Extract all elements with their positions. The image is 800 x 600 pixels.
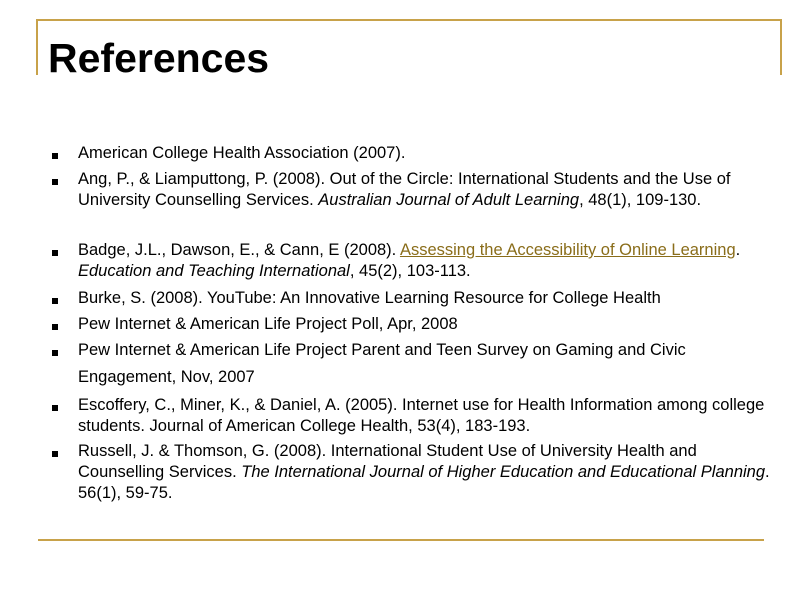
reference-item	[78, 288, 778, 309]
reference-link[interactable]: Assessing the Accessibility of Online Learning	[399, 241, 736, 259]
reference-text: Pew Internet & American Life Project Parent and Teen Survey on Gaming and Civic	[78, 341, 686, 359]
reference-text: American College Health Association (2007).	[78, 144, 406, 162]
reference-text: .	[735, 241, 741, 259]
reference-item	[78, 143, 778, 164]
journal-title: Education and Teaching International	[78, 262, 350, 280]
reference-text: Engagement, Nov, 2007	[78, 368, 255, 386]
right-rule	[780, 19, 782, 75]
bullet-icon	[52, 153, 58, 159]
reference-text: Badge, J.L., Dawson, E., & Cann, E (2008).	[78, 241, 400, 259]
left-rule	[36, 19, 38, 75]
reference-item	[78, 169, 778, 211]
bullet-icon	[52, 298, 58, 304]
reference-item	[78, 340, 778, 361]
bullet-icon	[52, 179, 58, 185]
reference-text: Escoffery, C., Miner, K., & Daniel, A. (2005). Internet use for Health Information among college students. Journal of American College Health, 53(4), 183-193.	[78, 396, 765, 435]
reference-text: Burke, S. (2008). YouTube: An Innovative Learning Resource for College Health	[78, 289, 661, 307]
reference-text: Russell, J. & Thomson, G. (2008). International Student Use of University Health and Counselling Services.	[78, 442, 697, 481]
reference-text: , 48(1), 109-130.	[579, 191, 702, 209]
reference-item	[78, 441, 778, 504]
reference-item	[78, 395, 778, 437]
reference-continuation	[78, 367, 778, 388]
reference-item	[78, 240, 778, 282]
bullet-icon	[52, 350, 58, 356]
top-rule	[36, 19, 782, 21]
reference-item	[78, 314, 778, 335]
reference-text: . 56(1), 59-75.	[78, 463, 770, 502]
journal-title: The International Journal of Higher Education and Educational Planning	[241, 463, 766, 481]
reference-text: , 45(2), 103-113.	[349, 262, 471, 280]
bottom-rule	[38, 539, 764, 541]
journal-title: Australian Journal of Adult Learning	[318, 191, 580, 209]
reference-text: Pew Internet & American Life Project Poll, Apr, 2008	[78, 315, 458, 333]
bullet-icon	[52, 324, 58, 330]
bullet-icon	[52, 451, 58, 457]
bullet-icon	[52, 250, 58, 256]
reference-text: Ang, P., & Liamputtong, P. (2008). Out of the Circle: International Students and the Use of University Counselling Services.	[78, 170, 731, 209]
bullet-icon	[52, 405, 58, 411]
slide-title: References	[48, 35, 270, 81]
